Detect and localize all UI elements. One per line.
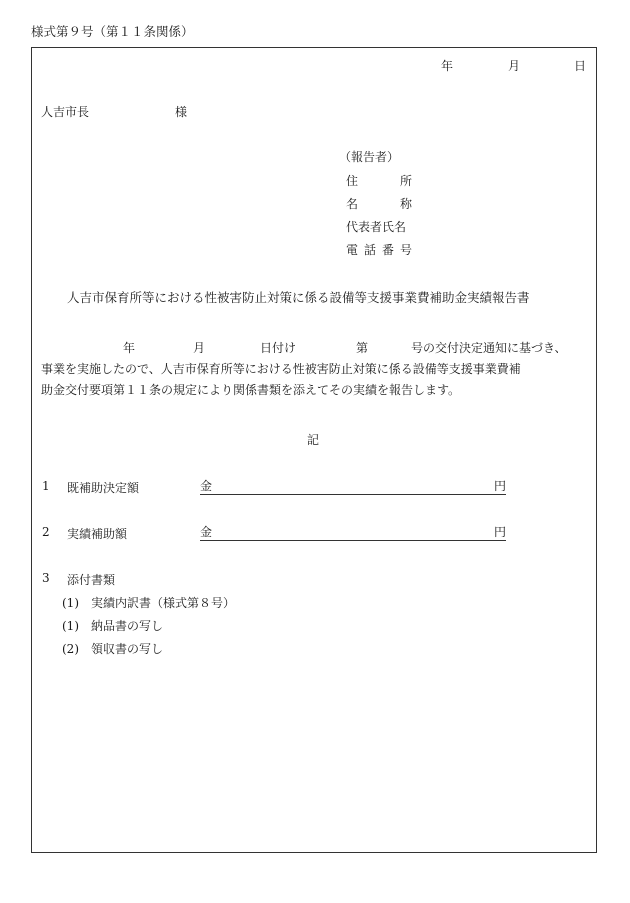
item-1-kin: 金 [200,479,213,493]
date-month-label: 月 [508,59,521,73]
attachment-item: (2) 領収書の写し [62,642,163,656]
body-month-label: 月 [193,341,206,355]
attachment-item: (1) 納品書の写し [62,619,163,633]
item-2-label: 実績補助額 [67,527,128,541]
reporter-heading: （報告者） [339,150,400,164]
body-line3: 助金交付要項第１１条の規定により関係書類を添えてその実績を報告します。 [41,383,461,397]
reporter-phone-label: 電 話 番 号 [346,243,412,257]
body-year-label: 年 [123,341,136,355]
body-line1-rest: 号の交付決定通知に基づき、 [411,341,567,355]
reporter-representative-label: 代表者氏名 [346,220,407,234]
body-number-prefix: 第 [356,341,369,355]
addressee-honorific: 様 [175,105,188,119]
item-3-label: 添付書類 [67,573,116,587]
report-title: 人吉市保育所等における性被害防止対策に係る設備等支援事業費補助金実績報告書 [67,290,530,305]
date-year-label: 年 [441,59,454,73]
report-body-text [41,338,587,401]
actual-amount-field[interactable] [200,523,506,541]
addressee-name: 人吉市長 [41,105,90,119]
body-dated-label: 日付け [260,341,297,355]
form-frame [31,47,597,853]
ki-heading: 記 [307,433,320,447]
item-2-kin: 金 [200,525,213,539]
decided-amount-field[interactable] [200,477,506,495]
item-1-yen: 円 [493,479,506,493]
item-1-number: 1 [42,479,50,493]
item-2-number: 2 [42,525,50,539]
attachment-item: (1) 実績内訳書（様式第８号） [62,596,235,610]
form-number-label: 様式第９号（第１１条関係） [31,24,194,39]
body-line2: 事業を実施したので、人吉市保育所等における性被害防止対策に係る設備等支援事業費補 [41,362,521,376]
reporter-name-label: 名 称 [346,197,412,211]
item-3-number: 3 [42,571,50,585]
item-2-yen: 円 [493,525,506,539]
reporter-address-label: 住 所 [346,174,412,188]
date-day-label: 日 [574,59,587,73]
item-1-label: 既補助決定額 [67,481,140,495]
